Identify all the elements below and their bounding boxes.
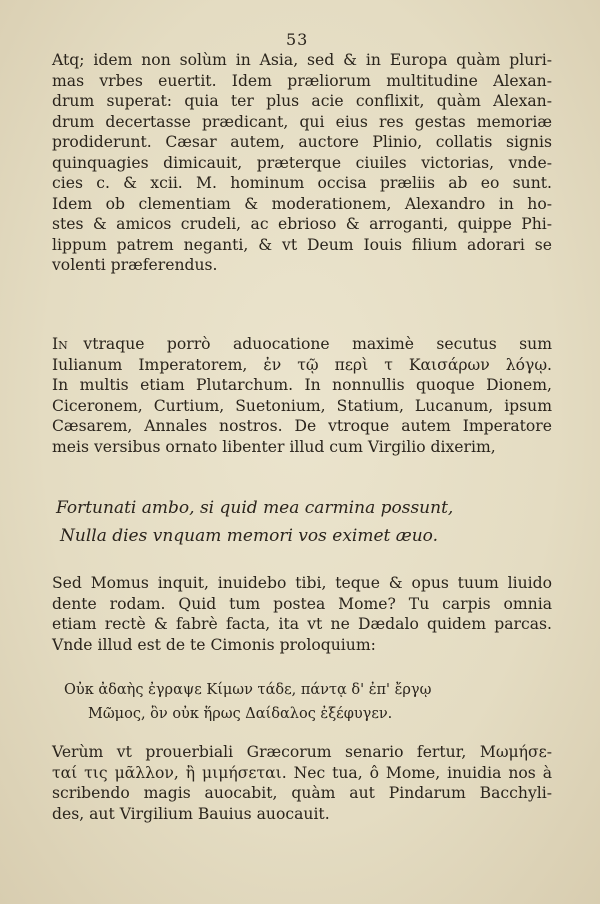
verse-quotation (56, 494, 536, 550)
text-line: Ciceronem, Curtium, Suetonium, Statium, Lucanum, ipsum (52, 396, 552, 415)
text-line: ταί τις μᾶλλον, ἢ μιμήσεται. Nec tua, ô Mome, inuidia nos à (52, 763, 552, 782)
greek-epigram (52, 678, 552, 726)
text-line: drum decertasse prædicant, qui eius res gestas memoriæ (52, 112, 552, 131)
line-text: vtraque porrò aduocatione maximè secutus sum (83, 335, 552, 353)
text-line: cies c. & xcii. M. hominum occisa præliis ab eo sunt. (52, 174, 552, 192)
text-line: Atq; idem non solùm in Asia, sed & in Europa quàm pluri- (52, 51, 552, 69)
paragraph-4 (52, 742, 552, 824)
drop-word: In (52, 335, 68, 353)
text-line: volenti præferendus. (52, 256, 218, 274)
text-line: etiam rectè & fabrè facta, ita vt ne Dædalo quidem parcas. (52, 615, 552, 633)
text-line: Verùm vt prouerbiali Græcorum senario fertur, Μωμήσε- (52, 743, 552, 761)
paragraph-1 (52, 50, 552, 276)
paragraph-3 (52, 573, 552, 655)
text-line: Iulianum Imperatorem, ἐν τῷ περὶ τ Καισάρων λόγῳ. (52, 355, 552, 374)
greek-line: Οὐκ ἀδαὴς ἐγραψε Κίμων τάδε, πάντᾳ δ' ἐπ' ἔργῳ (64, 682, 432, 698)
text-line: stes & amicos crudeli, ac ebrioso & arroganti, quippe Phi- (52, 215, 552, 233)
text-line: lippum patrem neganti, & vt Deum Iouis filium adorari se (52, 235, 552, 254)
text-line: des, aut Virgilium Bauius auocauit. (52, 804, 330, 823)
verse-line: Fortunati ambo, si quid mea carmina possunt, (56, 498, 454, 518)
text-line: Idem ob clementiam & moderationem, Alexandro in ho- (52, 194, 552, 213)
text-line: quinquagies dimicauit, præterque ciuiles victorias, vnde- (52, 153, 552, 172)
text-line: dente rodam. Quid tum postea Mome? Tu carpis omnia (52, 594, 552, 613)
text-line: Cæsarem, Annales nostros. De vtroque autem Imperatore (52, 417, 552, 435)
text-line: meis versibus ornato libenter illud cum Virgilio dixerim, (52, 437, 496, 456)
text-line: Vnde illud est de te Cimonis proloquium: (52, 635, 376, 654)
text-line: In multis etiam Plutarchum. In nonnullis quoque Dionem, (52, 376, 552, 394)
greek-line: Μῶμος, ὃν οὐκ ἥρως Δαίδαλος ἐξέφυγεν. (88, 706, 393, 722)
text-line: mas vrbes euertit. Idem præliorum multitudine Alexan- (52, 71, 552, 90)
paragraph-2 (52, 334, 552, 457)
text-line: Sed Momus inquit, inuidebo tibi, teque & opus tuum liuido (52, 574, 552, 592)
verse-line: Nulla dies vnquam memori vos eximet æuo. (60, 526, 439, 546)
text-line: prodiderunt. Cæsar autem, auctore Plinio, collatis signis (52, 133, 552, 151)
text-line: scribendo magis auocabit, quàm aut Pindarum Bacchyli- (52, 784, 552, 802)
text-line: drum superat: quia ter plus acie conflixit, quàm Alexan- (52, 92, 552, 110)
text-line (52, 334, 552, 355)
page-number: 53 (286, 30, 309, 49)
